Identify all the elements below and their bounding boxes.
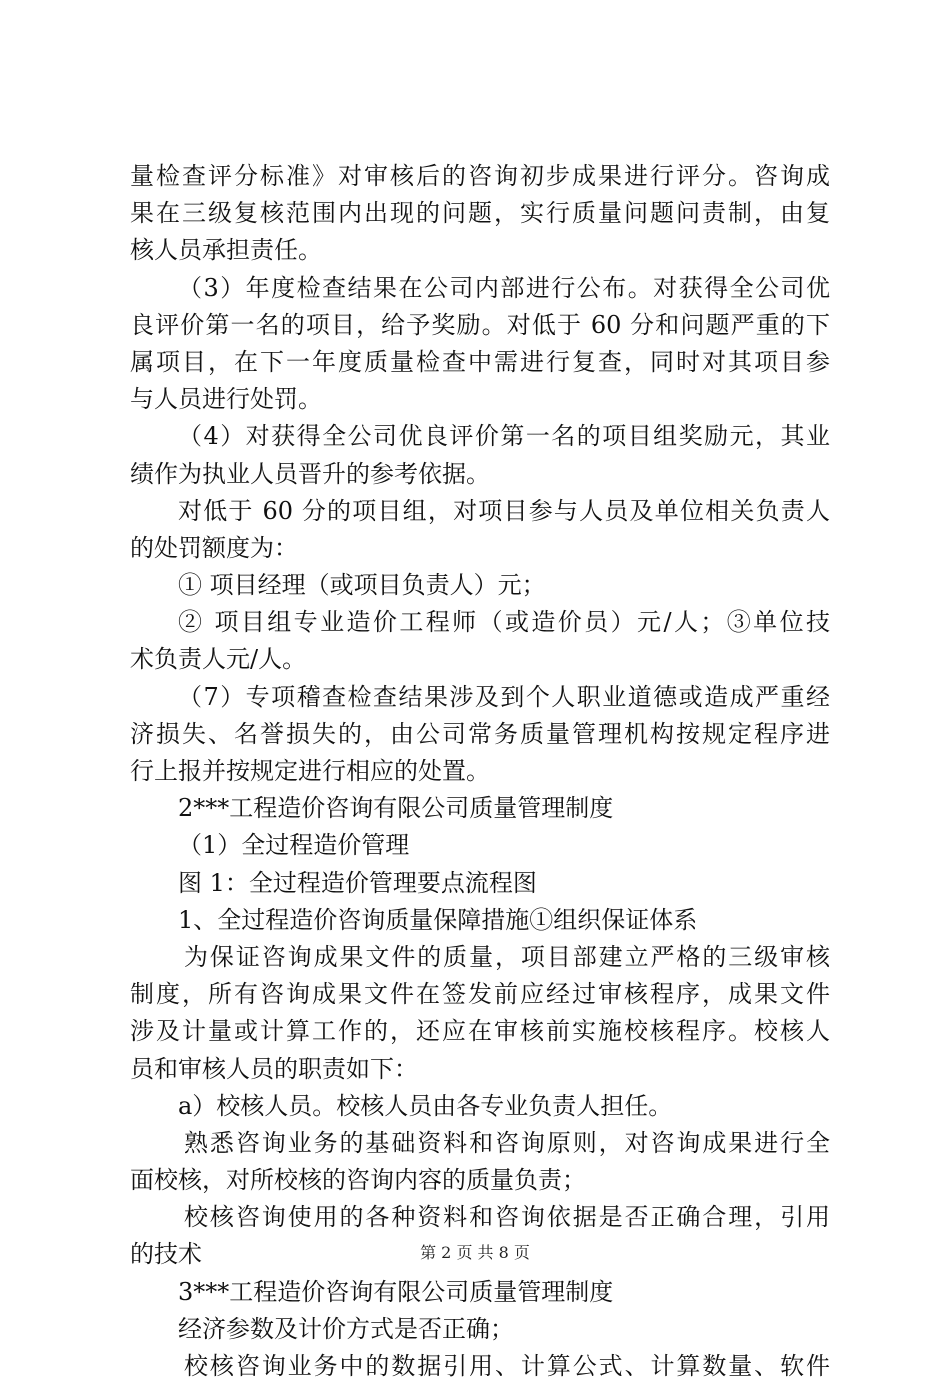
text-line: 核人员承担责任。 xyxy=(130,236,322,265)
text-line: 2***工程造价咨询有限公司质量管理制度 xyxy=(178,794,614,823)
text-line: 对低于 60 分的项目组，对项目参与人员及单位相关负责人 xyxy=(178,496,830,525)
text-line: 与人员进行处罚。 xyxy=(130,385,322,414)
text-line: 的技术 xyxy=(130,1240,202,1269)
text-line: 经济参数及计价方式是否正确； xyxy=(178,1314,514,1343)
text-line: ② 项目组专业造价工程师（或造价员）元/人；③单位技 xyxy=(178,608,830,637)
text-line: 术负责人元/人。 xyxy=(130,645,307,674)
text-line: 行上报并按规定进行相应的处置。 xyxy=(130,757,490,785)
text-line: （1）全过程造价管理 xyxy=(178,831,410,860)
text-line: a）校核人员。校核人员由各专业负责人担任。 xyxy=(178,1091,673,1120)
text-line: 熟悉咨询业务的基础资料和咨询原则，对咨询成果进行全 xyxy=(184,1128,830,1157)
text-line: 为保证咨询成果文件的质量，项目部建立严格的三级审核 xyxy=(184,942,830,971)
text-line: 制度，所有咨询成果文件在签发前应经过审核程序，成果文件 xyxy=(130,980,830,1009)
text-line: 校核咨询业务中的数据引用、计算公式、计算数量、软件 xyxy=(184,1352,830,1380)
text-line: 良评价第一名的项目，给予奖励。对低于 60 分和问题严重的下 xyxy=(130,310,830,339)
text-line: 1、全过程造价咨询质量保障措施①组织保证体系 xyxy=(178,905,698,934)
text-line: 的处罚额度为： xyxy=(130,533,298,562)
text-line: 3***工程造价咨询有限公司质量管理制度 xyxy=(178,1277,614,1306)
page-footer: 第 2 页 共 8 页 xyxy=(420,1243,530,1262)
text-line: 面校核，对所校核的咨询内容的质量负责； xyxy=(130,1166,586,1195)
text-line: 员和审核人员的职责如下： xyxy=(130,1054,418,1083)
text-line: 属项目，在下一年度质量检查中需进行复查，同时对其项目参 xyxy=(130,347,830,376)
text-line: （3）年度检查结果在公司内部进行公布。对获得全公司优 xyxy=(178,273,830,302)
text-line: （7）专项稽查检查结果涉及到个人职业道德或造成严重经 xyxy=(178,682,830,711)
text-line: 量检查评分标准》对审核后的咨询初步成果进行评分。咨询成 xyxy=(130,162,830,190)
text-line: 绩作为执业人员晋升的参考依据。 xyxy=(130,459,490,488)
text-line: 涉及计量或计算工作的，还应在审核前实施校核程序。校核人 xyxy=(130,1017,830,1046)
text-line: （4）对获得全公司优良评价第一名的项目组奖励元，其业 xyxy=(178,422,830,451)
text-line: 图 1：全过程造价管理要点流程图 xyxy=(178,868,537,897)
text-line: 校核咨询使用的各种资料和咨询依据是否正确合理，引用 xyxy=(184,1203,830,1232)
body-text xyxy=(130,158,830,1385)
text-line: 济损失、名誉损失的，由公司常务质量管理机构按规定程序进 xyxy=(130,719,830,748)
text-line: ① 项目经理（或项目负责人）元； xyxy=(178,571,546,600)
text-line: 果在三级复核范围内出现的问题，实行质量问题问责制，由复 xyxy=(130,199,830,228)
